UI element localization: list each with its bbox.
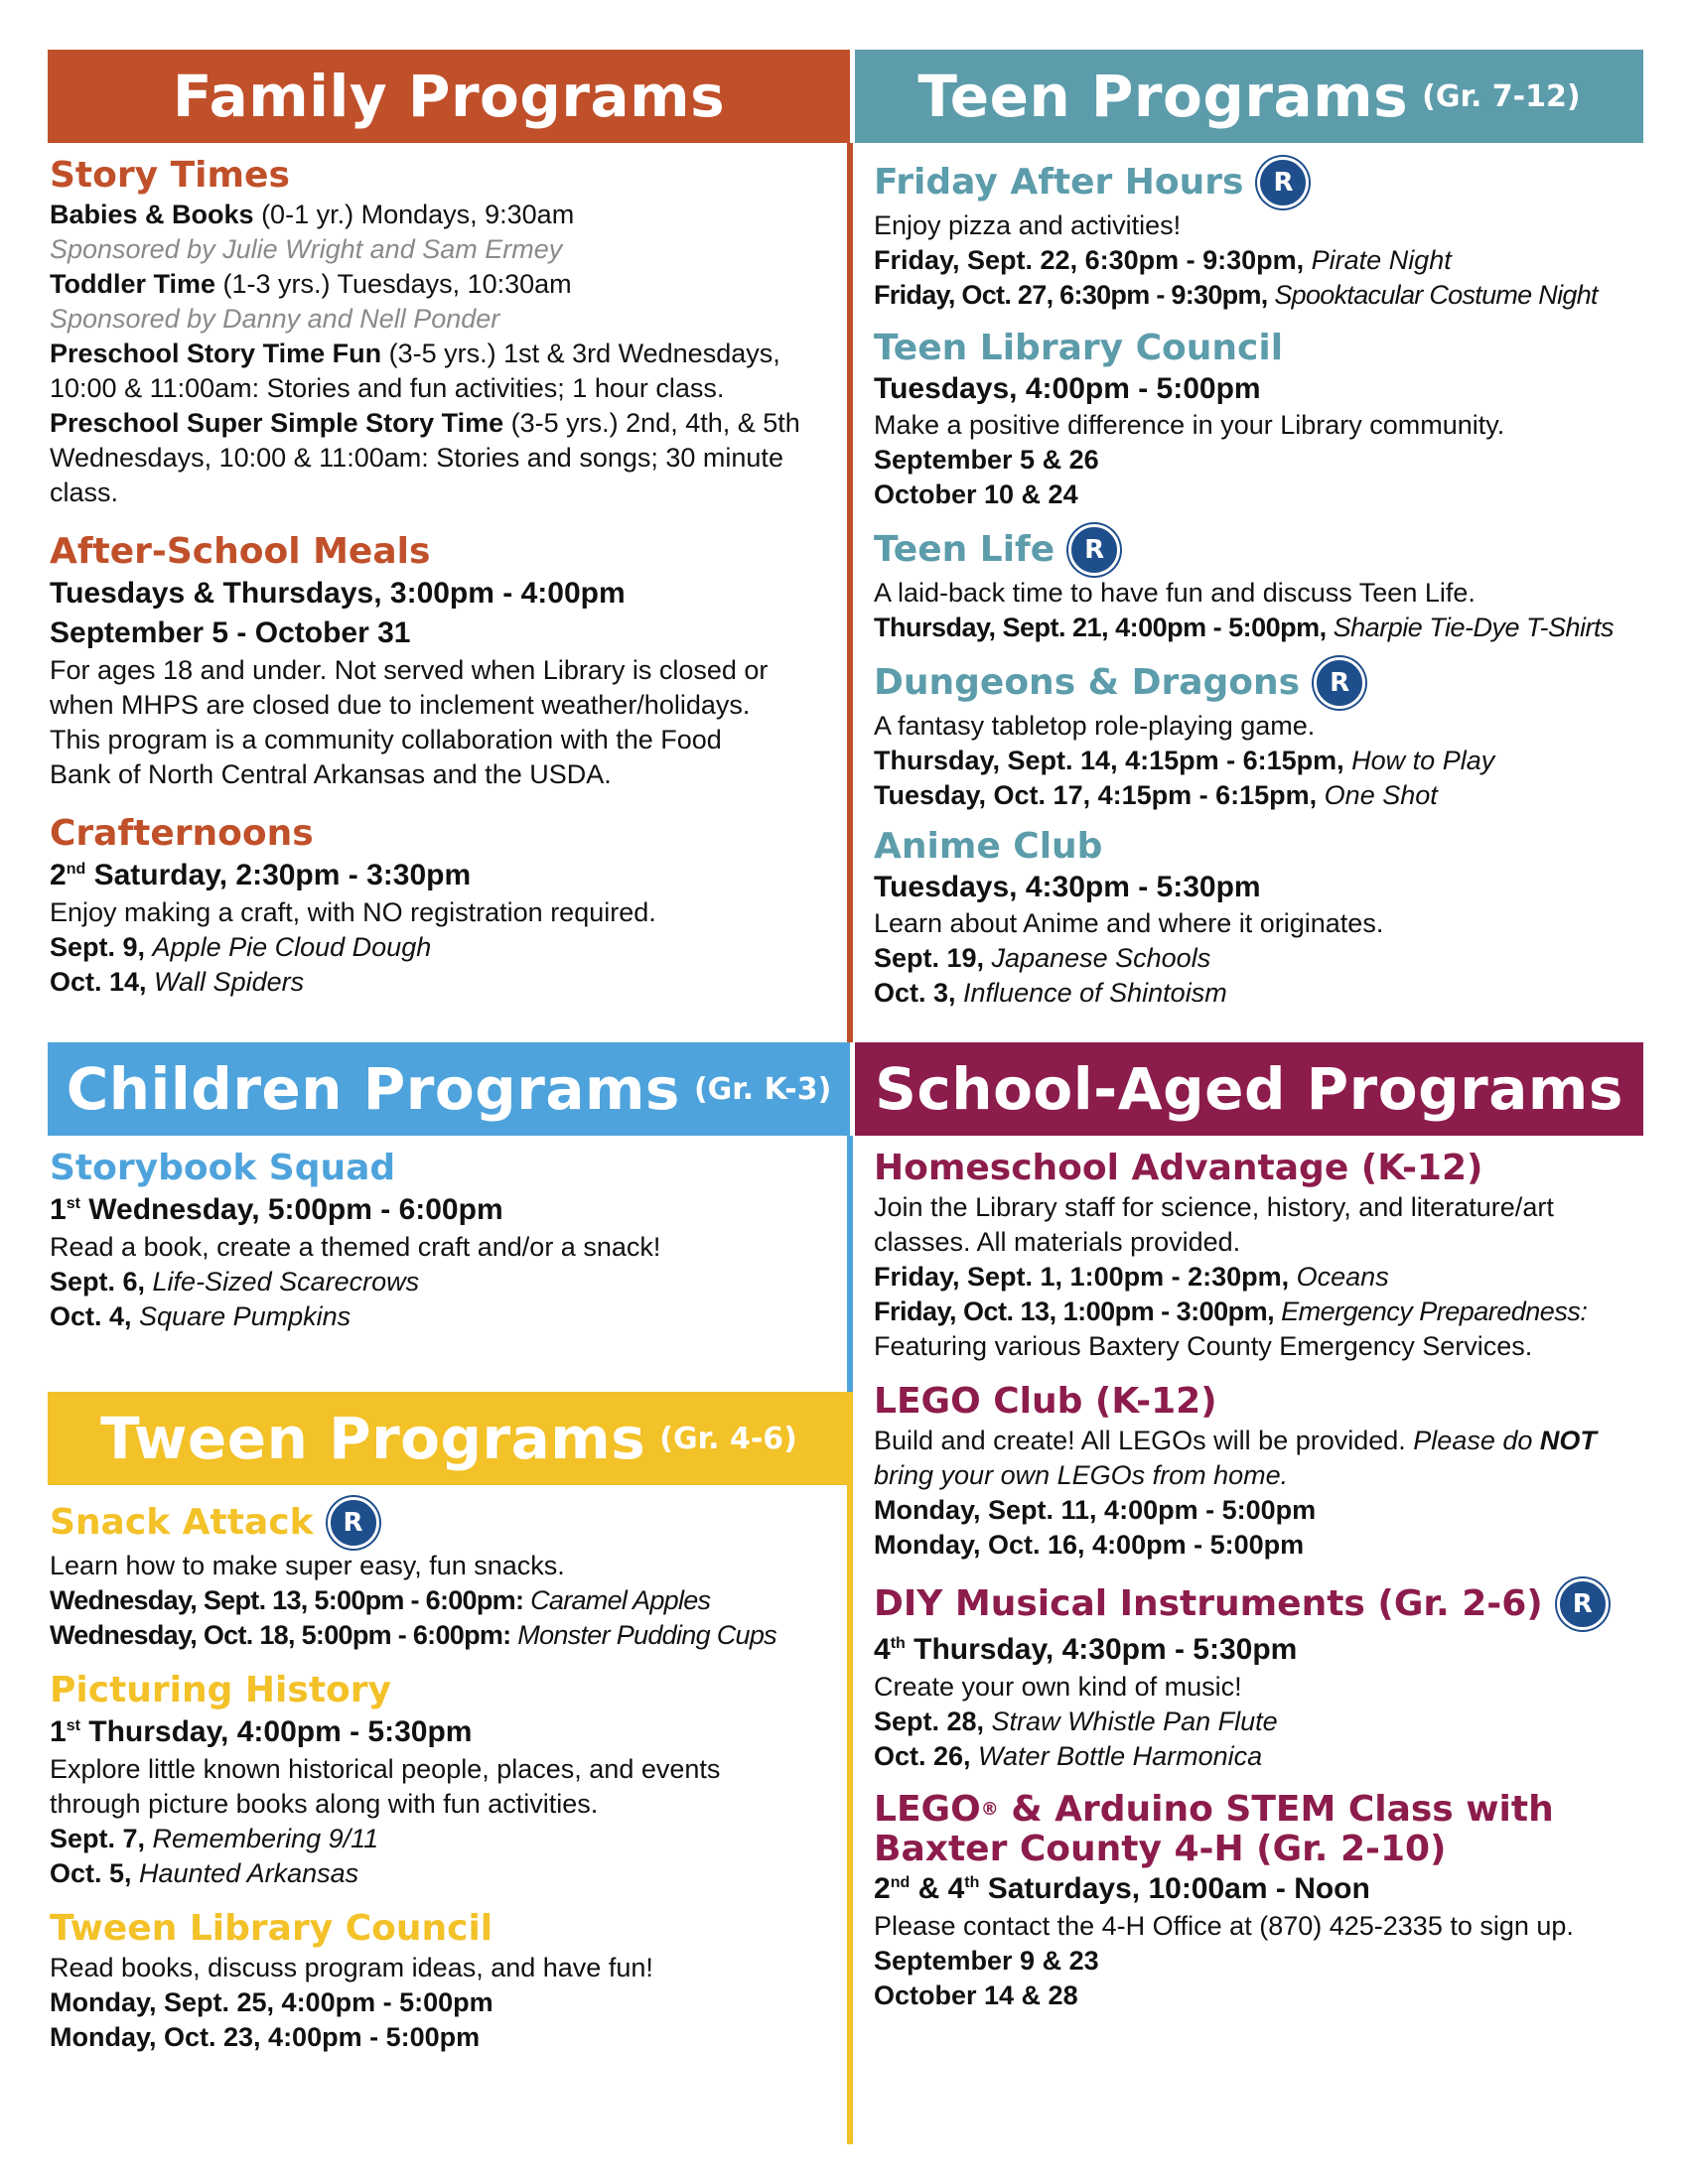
crafternoons-title: Crafternoons [50,813,314,854]
meals-desc-4: Bank of North Central Arkansas and the USDA. [50,759,612,789]
lego-club-title: LEGO Club (K-12) [874,1381,1217,1422]
family-programs-banner [48,50,850,143]
dnd-date-1: Thursday, Sept. 14, 4:15pm - 6:15pm, How to Play [874,746,1495,775]
homeschool-advantage-title: Homeschool Advantage (K-12) [874,1148,1483,1188]
teen-column [874,157,1648,1030]
teen-council-desc: Make a positive difference in your Library community. [874,410,1505,440]
anime-date-2: Oct. 3, Influence of Shintoism [874,978,1227,1008]
dnd-desc: A fantasy tabletop role-playing game. [874,711,1316,741]
diy-musical-instruments-section [874,1578,1648,1774]
homeschool-desc-1: Join the Library staff for science, history, and literature/art [874,1192,1554,1222]
crafternoons-date-1: Sept. 9, Apple Pie Cloud Dough [50,932,432,962]
diy-date-2: Oct. 26, Water Bottle Harmonica [874,1741,1263,1771]
meals-dates: September 5 - October 31 [50,616,411,649]
tween-programs-heading: Tween Programs [100,1405,646,1472]
homeschool-desc-2: classes. All materials provided. [874,1227,1241,1257]
after-school-meals-section [50,530,844,792]
school-programs-banner [855,1042,1643,1136]
tween-council-desc: Read books, discuss program ideas, and have fun! [50,1953,653,1982]
anime-club-title: Anime Club [874,826,1103,867]
tween-column [50,1497,844,2075]
registration-required-icon: R [1557,1578,1609,1630]
registration-required-icon: R [1314,657,1365,709]
toddler-time-line: Toddler Time (1-3 yrs.) Tuesdays, 10:30am [50,269,572,299]
babies-books-line: Babies & Books (0-1 yr.) Mondays, 9:30am [50,200,575,229]
snack-desc: Learn how to make super easy, fun snacks. [50,1551,565,1580]
children-grade-label: (Gr. K-3) [693,1071,832,1107]
dnd-date-2: Tuesday, Oct. 17, 4:15pm - 6:15pm, One Shot [874,780,1438,810]
tween-council-date-1: Monday, Sept. 25, 4:00pm - 5:00pm [50,1987,493,2017]
anime-date-1: Sept. 19, Japanese Schools [874,943,1211,973]
after-hours-date-1: Friday, Sept. 22, 6:30pm - 9:30pm, Pirate Night [874,245,1452,275]
tween-library-council-title: Tween Library Council [50,1908,493,1949]
diy-musical-instruments-title: DIY Musical Instruments (Gr. 2-6) R [874,1578,1648,1630]
preschool-simple-detail: Wednesdays, 10:00 & 11:00am: Stories and songs; 30 minute [50,443,783,473]
squad-date-1: Sept. 6, Life-Sized Scarecrows [50,1267,420,1297]
stem-dates-2: October 14 & 28 [874,1980,1078,2010]
toddler-sponsor: Sponsored by Danny and Nell Ponder [50,304,500,334]
snack-attack-title: Snack Attack R [50,1497,844,1549]
friday-after-hours-title: Friday After Hours R [874,157,1648,208]
picturing-history-title: Picturing History [50,1670,391,1710]
snack-date-1: Wednesday, Sept. 13, 5:00pm - 6:00pm: Caramel Apples [50,1585,711,1615]
history-date-1: Sept. 7, Remembering 9/11 [50,1824,379,1853]
history-date-2: Oct. 5, Haunted Arkansas [50,1858,359,1888]
school-programs-heading: School-Aged Programs [875,1055,1623,1123]
lego-arduino-stem-section [874,1790,1648,2013]
meals-desc-3: This program is a community collaboration with the Food [50,725,722,754]
diy-date-1: Sept. 28, Straw Whistle Pan Flute [874,1706,1278,1736]
tween-school-divider [847,1392,853,2144]
squad-desc: Read a book, create a themed craft and/or a snack! [50,1232,661,1262]
school-column [874,1147,1648,2033]
lego-date-1: Monday, Sept. 11, 4:00pm - 5:00pm [874,1495,1317,1525]
teen-programs-banner [855,50,1643,143]
anime-schedule: Tuesdays, 4:30pm - 5:30pm [874,871,1261,903]
snack-attack-section [50,1497,844,1653]
lego-club-section [874,1380,1648,1563]
story-times-title: Story Times [50,155,290,196]
storybook-squad-section [50,1147,844,1334]
squad-date-2: Oct. 4, Square Pumpkins [50,1301,352,1331]
stem-schedule: 2nd & 4th Saturdays, 10:00am - Noon [874,1872,1370,1905]
lego-date-2: Monday, Oct. 16, 4:00pm - 5:00pm [874,1530,1305,1560]
crafternoons-desc: Enjoy making a craft, with NO registration required. [50,897,656,927]
family-column [50,154,844,1020]
dungeons-dragons-section [874,657,1648,813]
teen-council-dates-2: October 10 & 24 [874,479,1078,509]
diy-schedule: 4th Thursday, 4:30pm - 5:30pm [874,1633,1298,1666]
meals-desc-1: For ages 18 and under. Not served when Library is closed or [50,655,769,685]
tween-programs-banner [48,1392,850,1485]
stem-desc: Please contact the 4-H Office at (870) 425-2335 to sign up. [874,1911,1574,1941]
tween-library-council-section [50,1907,844,2055]
babies-sponsor: Sponsored by Julie Wright and Sam Ermey [50,234,563,264]
teen-life-title: Teen Life R [874,524,1648,576]
history-desc-1: Explore little known historical people, places, and events [50,1754,721,1784]
squad-schedule: 1st Wednesday, 5:00pm - 6:00pm [50,1193,503,1226]
story-times-section [50,154,844,510]
history-desc-2: through picture books along with fun activities. [50,1789,599,1819]
teen-life-desc: A laid-back time to have fun and discuss Teen Life. [874,578,1476,608]
storybook-squad-title: Storybook Squad [50,1148,396,1188]
anime-club-section [874,825,1648,1011]
registration-required-icon: R [1068,524,1120,576]
stem-title-line-1: LEGO ® & Arduino STEM Class with [874,1789,1554,1830]
preschool-fun-line: Preschool Story Time Fun (3-5 yrs.) 1st & 3rd Wednesdays, [50,339,780,368]
registration-required-icon: R [328,1497,379,1549]
children-column [50,1147,844,1354]
tween-council-date-2: Monday, Oct. 23, 4:00pm - 5:00pm [50,2022,481,2052]
homeschool-advantage-section [874,1147,1648,1364]
preschool-simple-line: Preschool Super Simple Story Time (3-5 yrs.) 2nd, 4th, & 5th [50,408,800,438]
dungeons-dragons-title: Dungeons & Dragons R [874,657,1648,709]
preschool-simple-detail-end: class. [50,478,119,507]
teen-grade-label: (Gr. 7-12) [1422,78,1581,114]
teen-programs-heading: Teen Programs [917,63,1409,130]
registration-required-icon: R [1257,157,1309,208]
preschool-fun-detail: 10:00 & 11:00am: Stories and fun activities; 1 hour class. [50,373,725,403]
homeschool-date-2-detail: Featuring various Baxtery County Emergency Services. [874,1331,1533,1361]
children-programs-banner [48,1042,850,1136]
lego-desc-2: bring your own LEGOs from home. [874,1460,1289,1490]
meals-schedule: Tuesdays & Thursdays, 3:00pm - 4:00pm [50,577,626,610]
teen-library-council-title: Teen Library Council [874,328,1284,368]
crafternoons-date-2: Oct. 14, Wall Spiders [50,967,305,997]
children-school-divider [847,1136,853,1392]
teen-library-council-section [874,327,1648,512]
crafternoons-section [50,812,844,1000]
stem-title-line-2: Baxter County 4-H (Gr. 2-10) [874,1829,1447,1869]
history-schedule: 1st Thursday, 4:00pm - 5:30pm [50,1715,473,1748]
snack-date-2: Wednesday, Oct. 18, 5:00pm - 6:00pm: Monster Pudding Cups [50,1620,776,1650]
friday-after-hours-section [874,157,1648,313]
family-teen-divider [847,143,853,1042]
lego-desc-1: Build and create! All LEGOs will be provided. Please do NOT [874,1426,1597,1455]
teen-council-dates-1: September 5 & 26 [874,445,1099,475]
homeschool-date-2: Friday, Oct. 13, 1:00pm - 3:00pm, Emergency Preparedness: [874,1297,1588,1326]
after-school-meals-title: After-School Meals [50,531,431,572]
tween-grade-label: (Gr. 4-6) [659,1421,797,1456]
anime-desc: Learn about Anime and where it originates. [874,908,1384,938]
teen-council-schedule: Tuesdays, 4:00pm - 5:00pm [874,372,1261,405]
picturing-history-section [50,1669,844,1891]
stem-dates-1: September 9 & 23 [874,1946,1099,1976]
after-hours-desc: Enjoy pizza and activities! [874,210,1182,240]
teen-life-date-1: Thursday, Sept. 21, 4:00pm - 5:00pm, Sharpie Tie-Dye T-Shirts [874,613,1615,642]
crafternoons-schedule: 2nd Saturday, 2:30pm - 3:30pm [50,859,472,891]
after-hours-date-2: Friday, Oct. 27, 6:30pm - 9:30pm, Spooktacular Costume Night [874,280,1598,310]
diy-desc: Create your own kind of music! [874,1672,1242,1702]
homeschool-date-1: Friday, Sept. 1, 1:00pm - 2:30pm, Oceans [874,1262,1389,1292]
teen-life-section [874,524,1648,645]
family-programs-heading: Family Programs [172,63,726,130]
meals-desc-2: when MHPS are closed due to inclement weather/holidays. [50,690,751,720]
children-programs-heading: Children Programs [66,1055,680,1123]
